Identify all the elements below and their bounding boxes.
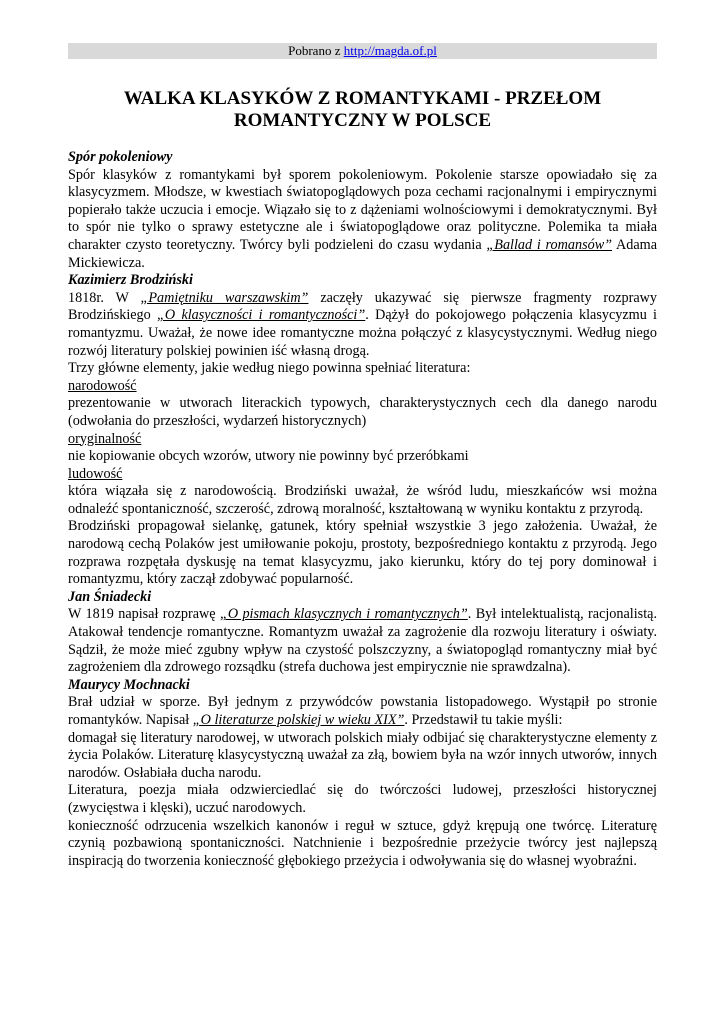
title-line-2: ROMANTYCZNY W POLSCE: [233, 110, 492, 131]
work-link-ballady[interactable]: „Ballad i romansów”: [486, 236, 613, 253]
document-title: [68, 88, 657, 132]
paragraph-mochnacki-2: domagał się literatury narodowej, w utworach polskich miały odbijać się charakterystyczne elementy z życia Polaków. Literaturę klasycystyczną uważał za złą, bowiem była na wzór innych utworów, innych narodów. Osłabiała ducha narodu.: [68, 729, 657, 781]
element-label-oryginalnosc: oryginalność: [68, 430, 142, 447]
section-heading-spor: Spór pokoleniowy: [68, 149, 173, 165]
title-line-1: WALKA KLASYKÓW Z ROMANTYKAMI - PRZEŁOM: [123, 88, 602, 109]
element-text-oryginalnosc: nie kopiowanie obcych wzorów, utwory nie powinny być przeróbkami: [68, 448, 469, 465]
paragraph-text: Brał udział w sporze. Był jednym z przywódców powstania listopadowego. Wystąpił po stronie romantyków. Napisał: [68, 694, 657, 728]
paragraph-text: . Przedstawił tu takie myśli:: [404, 712, 563, 728]
paragraph-text: . Był intelektualistą, racjonalistą. Atakował tendencje romantyczne. Romantyzm uważał za zagrożenie dla rozwoju literatury i oświaty. Sądził, że może mieć zgubny wpływ na czystość polszczyzny, a światopogląd romantyczny miał być zagrożeniem dla zdrowego rozsądku (strefa duchowa jest empirycznie nie sprawdzalna).: [68, 606, 657, 676]
paragraph-text: Adama Mickiewicza.: [68, 236, 658, 271]
source-link[interactable]: http://magda.of.pl: [343, 43, 437, 58]
work-link-o-klasycznosci[interactable]: „O klasyczności i romantyczności”: [157, 307, 366, 324]
paragraph-mochnacki-3: Literatura, poezja miała odzwierciedlać się do twórczości ludowej, przeszłości historycznej (zwycięstwa i klęski), uczuć narodowych.: [68, 782, 657, 816]
work-link-o-pismach[interactable]: „O pismach klasycznych i romantycznych”: [219, 606, 468, 623]
paragraph-mochnacki-4: konieczność odrzucenia wszelkich kanonów i reguł w sztuce, gdyż krępują one twórcę. Literaturę czynią pozbawioną spontaniczności. Natchnienie i bezpośrednie przeżycie twórcy jest najlepszą inspiracją do tworzenia konieczność głębokiego przeżycia i odwoływania się do własnej wyobraźni.: [68, 817, 657, 869]
source-prefix: Pobrano z: [288, 43, 341, 58]
paragraph-brodzinski-3: Brodziński propagował sielankę, gatunek, który spełniał wszystkie 3 jego założenia. Uważał, że narodową cechą Polaków jest umiłowanie pokoju, prostoty, bezpośredniego kontaktu z przyrodą. Jego rozprawa rozpętała dyskusję na temat klasycyzmu, jako kierunku, który do tej pory dominował i romantyzmu, który zaczął zdobywać popularność.: [68, 518, 657, 588]
work-link-pamietnik[interactable]: „Pamiętniku warszawskim”: [140, 289, 309, 306]
section-heading-mochnacki: Maurycy Mochnacki: [68, 676, 190, 693]
paragraph-text: . Dążył do pokojowego połączenia klasycyzmu i romantyzmu. Uważał, że nowe idee romantyczne można połączyć z klasycystycznymi. Według niego rozwój literatury polskiej powinien iść własną drogą.: [68, 307, 658, 359]
work-link-o-literaturze[interactable]: „O literaturze polskiej w wieku XIX”: [192, 712, 405, 728]
paragraph-mochnacki-1: [68, 694, 657, 729]
section-heading-brodzinski: Kazimierz Brodziński: [68, 272, 193, 289]
paragraph-spor: [68, 167, 657, 273]
element-text-ludowosc: która wiązała się z narodowością. Brodziński uważał, że wśród ludu, mieszkańców wsi można odnaleźć spontaniczność, szczerość, zdrową moralność, kształtowaną w wyniku kontaktu z przyrodą.: [68, 483, 657, 517]
paragraph-text: 1818r. W: [68, 289, 129, 306]
paragraph-brodzinski-1: [68, 290, 657, 360]
paragraph-text: Spór klasyków z romantykami był sporem pokoleniowym. Pokolenie starsze opowiadało się za klasycyzmem. Młodsze, w kwestiach światopoglądowych poza cechami racjonalnymi i empirycznymi popierało także uczucia i emocje. Wiązało się to z dążeniami wolnościowymi i demokratycznymi. Był to spór nie tylko o sprawy estetyczne ale i światopoglądowe oraz polityczne. Polemika ta miała charakter czysto teoretyczny. Twórcy byli podzieleni do czasu wydania: [68, 166, 657, 253]
element-label-ludowosc: ludowość: [68, 465, 123, 482]
source-bar: [68, 43, 657, 59]
paragraph-brodzinski-2: Trzy główne elementy, jakie według niego powinna spełniać literatura:: [68, 360, 471, 377]
paragraph-sniadecki: [68, 606, 657, 676]
paragraph-text: W 1819 napisał rozprawę: [68, 606, 216, 623]
section-heading-sniadecki: Jan Śniadecki: [68, 588, 152, 605]
element-label-narodowosc: narodowość: [68, 377, 137, 394]
paragraph-text: zaczęły ukazywać się pierwsze fragmenty rozprawy Brodzińskiego: [68, 289, 657, 324]
element-text-narodowosc: prezentowanie w utworach literackich typowych, charakterystycznych cech dla danego narodu (odwołania do przeszłości, wydarzeń historycznych): [68, 395, 657, 429]
document-body: [68, 149, 657, 870]
